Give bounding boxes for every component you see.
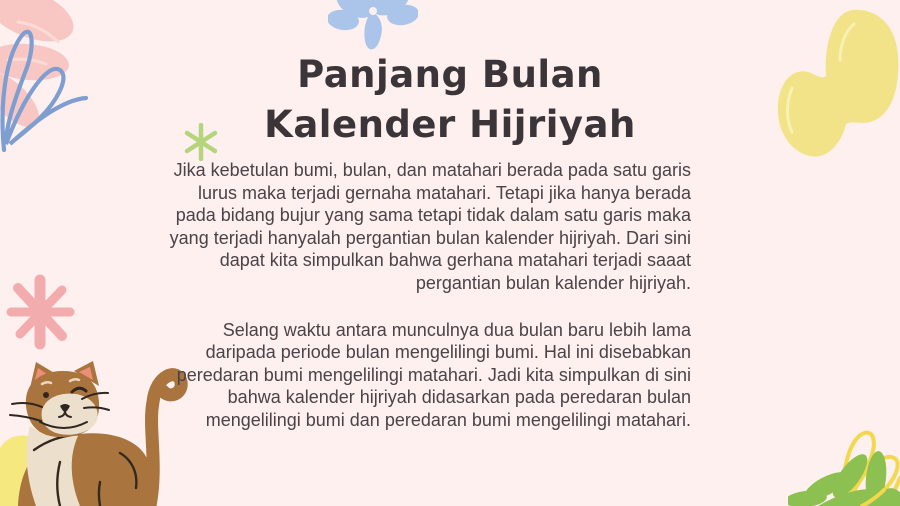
paragraph-2-line: Selang waktu antara munculnya dua bulan baru lebih lama — [222, 319, 691, 340]
paragraph-2-line: mengelilingi bumi dan peredaran bumi mengelilingi matahari. — [205, 409, 691, 430]
paragraph-1-line: pada bidang bujur yang sama tetapi tidak dalam satu garis maka — [175, 205, 691, 226]
paragraph-1 — [120, 159, 691, 295]
paragraph-2 — [120, 319, 691, 432]
title-line-1: Panjang Bulan — [297, 53, 603, 96]
pink-asterisk-icon — [4, 274, 78, 352]
blue-flower-icon — [328, 0, 418, 54]
paragraph-2-line: daripada periode bulan mengelilingi bumi. Hal ini disebabkan — [205, 342, 691, 363]
body-text — [120, 159, 691, 432]
paragraph-1-line: Jika kebetulan bumi, bulan, dan matahari berada pada satu garis — [173, 160, 691, 180]
title-line-2: Kalender Hijriyah — [264, 103, 636, 146]
yellow-scribble-loops-icon — [844, 433, 900, 506]
paragraph-1-line: yang terjadi hanyalah pergantian bulan kalender hijriyah. Dari sini — [169, 227, 691, 248]
page-title — [0, 50, 900, 150]
green-leaf-fan-icon — [788, 449, 900, 506]
paragraph-2-line: peredaran bumi mengelilingi matahari. Jadi kita simpulkan di sini — [176, 364, 691, 385]
paragraph-1-line: dapat kita simpulkan bahwa gerhana matahari terjadi saaat — [219, 250, 691, 271]
paragraph-2-line: bahwa kalender hijriyah didasarkan pada peredaran bulan — [227, 387, 691, 408]
paragraph-1-line: pergantian bulan kalender hijriyah. — [415, 272, 691, 293]
paragraph-1-line: lurus maka terjadi gernaha matahari. Tetapi jika hanya berada — [198, 182, 691, 203]
yellow-blob-bottom-left-icon — [0, 436, 55, 506]
green-leaf-and-yellow-scribble-icon — [788, 414, 900, 506]
